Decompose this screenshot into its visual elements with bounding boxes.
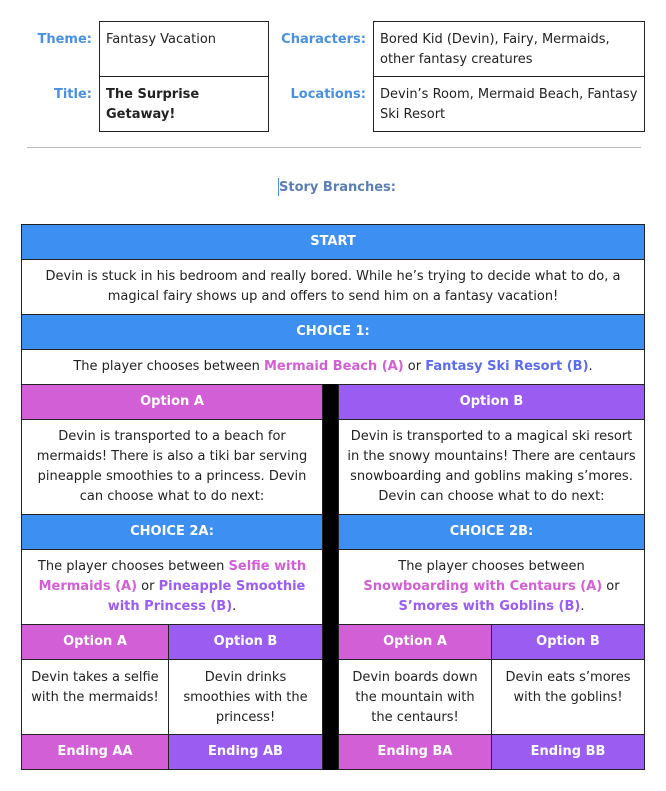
choice1-header: CHOICE 1: xyxy=(21,314,645,350)
ending-bb: Ending BB xyxy=(491,734,645,770)
story-branches-label: Story Branches: xyxy=(279,180,396,195)
option-b-header: Option B xyxy=(338,384,645,420)
start-text: Devin is stuck in his bedroom and really bored. While he’s trying to decide what to do, a magical fairy shows up and offers to send him on a fantasy vacation! xyxy=(21,259,645,315)
sub-option-bb-header: Option B xyxy=(491,624,645,660)
characters-label: Characters: xyxy=(281,32,366,47)
ending-ab: Ending AB xyxy=(168,734,323,770)
theme-label: Theme: xyxy=(37,32,92,47)
sub-option-ab-text: Devin drinks smoothies with the princess! xyxy=(168,659,323,735)
story-branch-table xyxy=(21,224,645,770)
sub-option-aa-text: Devin takes a selfie with the mermaids! xyxy=(21,659,169,735)
sub-option-ab-header: Option B xyxy=(168,624,323,660)
theme-value: Fantasy Vacation xyxy=(106,32,217,47)
choice1-option-a: Mermaid Beach (A) xyxy=(263,359,404,374)
divider xyxy=(27,147,641,148)
locations-value: Devin’s Room, Mermaid Beach, Fantasy Ski Resort xyxy=(380,87,638,122)
choice2b-option-b: S’mores with Goblins (B) xyxy=(398,599,581,614)
sub-option-aa-header: Option A xyxy=(21,624,169,660)
choice2a-suffix: . xyxy=(232,599,237,614)
title-label: Title: xyxy=(53,87,92,102)
choice1-suffix: . xyxy=(588,359,593,374)
choice2b-suffix: . xyxy=(580,599,585,614)
choice2a-text xyxy=(21,549,323,625)
option-a-text: Devin is transported to a beach for mermaids! There is also a tiki bar serving pineapple smoothies to a princess. Devin can choose what to do next: xyxy=(21,419,323,515)
locations-value-box xyxy=(373,76,645,132)
choice2b-mid: or xyxy=(602,579,620,594)
choice2a-prefix: The player chooses between xyxy=(37,559,229,574)
choice2b-header: CHOICE 2B: xyxy=(338,514,645,550)
theme-value-box xyxy=(99,21,269,77)
start-header: START xyxy=(21,224,645,260)
choice2a-option-b: Pineapple Smoothie with Princess (B) xyxy=(107,579,306,614)
option-b-text: Devin is transported to a magical ski resort in the snowy mountains! There are centaurs snowboarding and goblins making s’mores. Devin can choose what to do next: xyxy=(338,419,645,515)
ending-aa: Ending AA xyxy=(21,734,169,770)
choice1-text xyxy=(21,349,645,385)
choice2b-text xyxy=(338,549,645,625)
ending-ba: Ending BA xyxy=(338,734,492,770)
sub-option-bb-text: Devin eats s’mores with the goblins! xyxy=(491,659,645,735)
title-value-box xyxy=(99,76,269,132)
characters-value: Bored Kid (Devin), Fairy, Mermaids, other fantasy creatures xyxy=(380,32,610,67)
choice2a-mid: or xyxy=(137,579,159,594)
choice1-prefix: The player chooses between xyxy=(73,359,264,374)
choice2a-header: CHOICE 2A: xyxy=(21,514,323,550)
choice1-mid: or xyxy=(403,359,426,374)
column-divider xyxy=(322,384,339,770)
locations-label: Locations: xyxy=(290,87,366,102)
sub-option-ba-header: Option A xyxy=(338,624,492,660)
sub-option-ba-text: Devin boards down the mountain with the centaurs! xyxy=(338,659,492,735)
characters-value-box xyxy=(373,21,645,77)
choice2b-option-a: Snowboarding with Centaurs (A) xyxy=(363,579,603,594)
option-a-header: Option A xyxy=(21,384,323,420)
choice2a-option-a: Selfie with Mermaids (A) xyxy=(38,559,307,594)
title-value: The Surprise Getaway! xyxy=(106,87,200,122)
choice1-option-b: Fantasy Ski Resort (B) xyxy=(425,359,589,374)
choice2b-prefix: The player chooses between xyxy=(398,559,585,574)
